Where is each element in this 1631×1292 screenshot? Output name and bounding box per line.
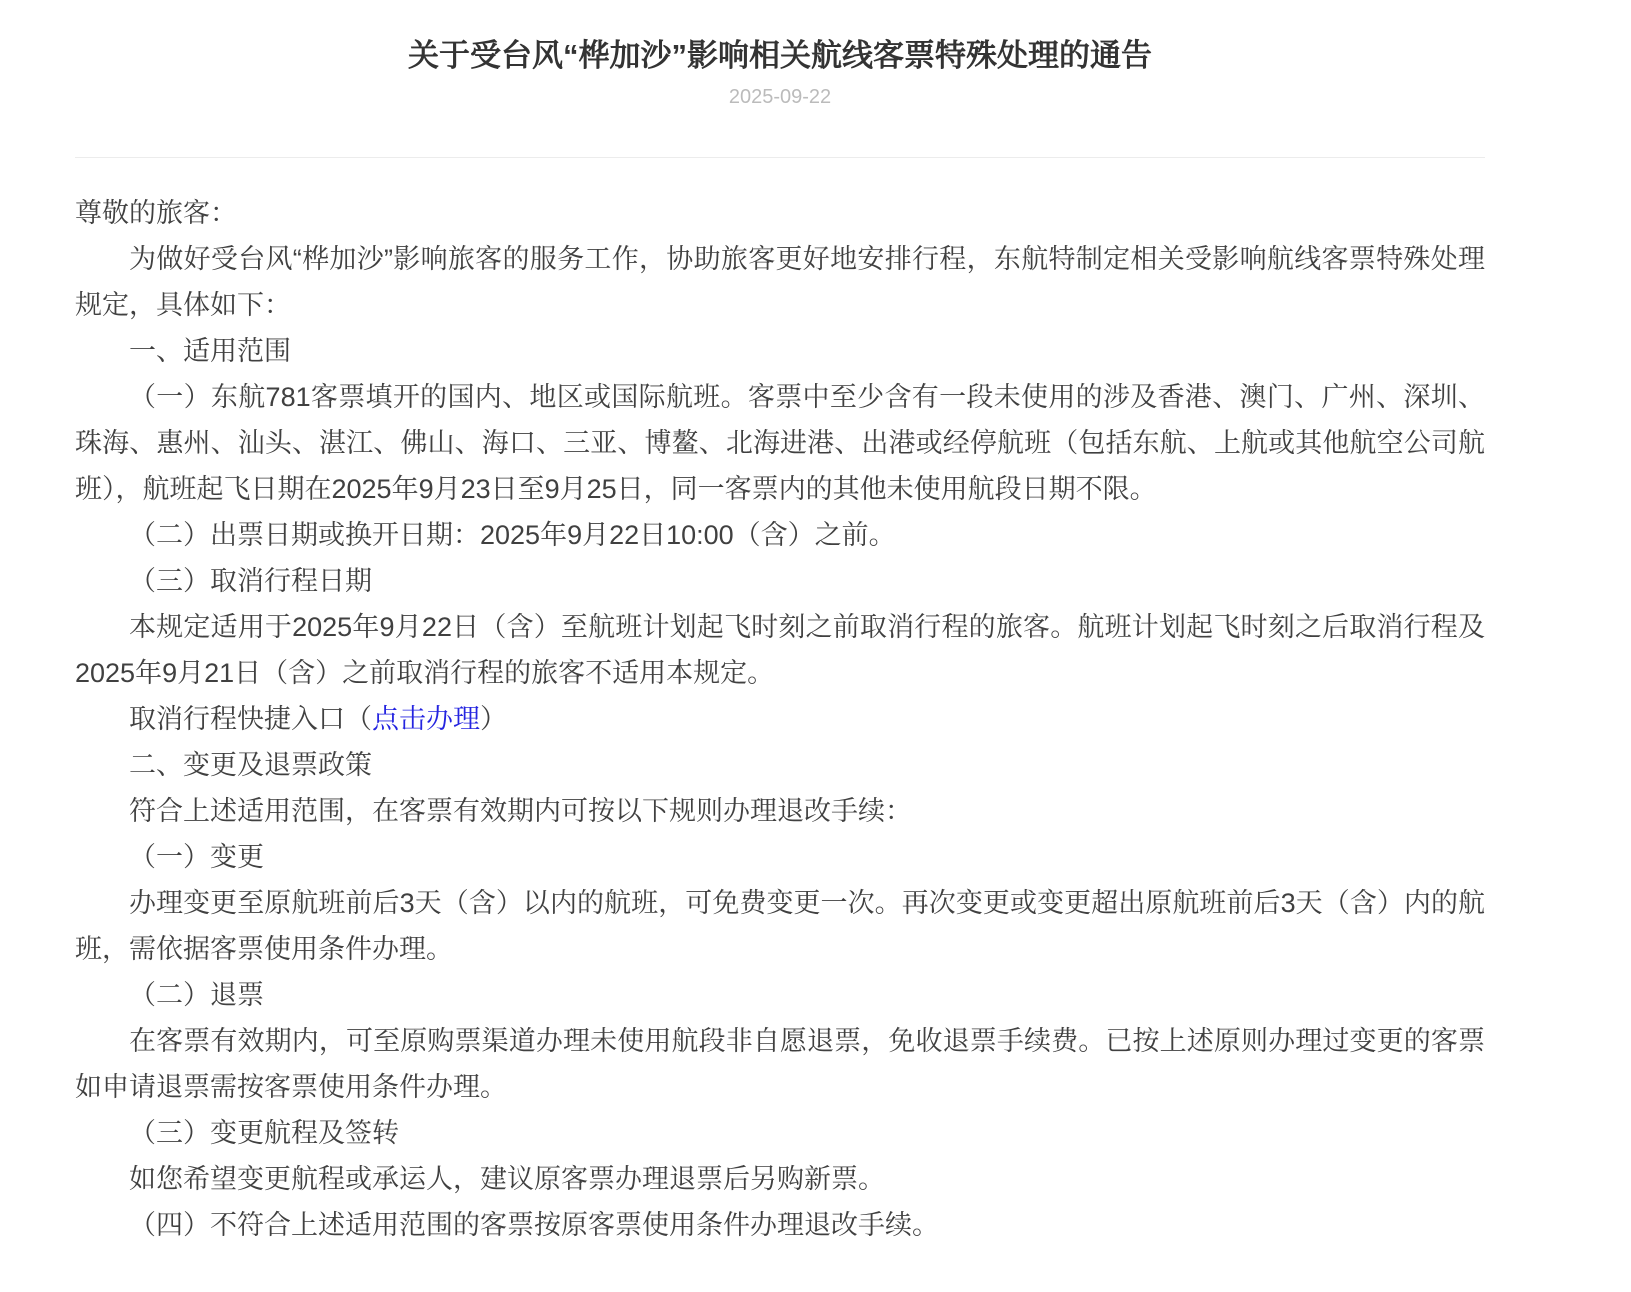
notice-container (75, 36, 1485, 1248)
article-body (75, 190, 1485, 1248)
link-suffix-text: ） (480, 704, 507, 735)
link-prefix-text: 取消行程快捷入口（ (129, 704, 372, 735)
paragraph: （三）变更航程及签转 (129, 1118, 399, 1149)
paragraph: 在客票有效期内，可至原购票渠道办理未使用航段非自愿退票，免收退票手续费。已按上述原则办理过变更的客票如申请退票需按客票使用条件办理。 (75, 1026, 1485, 1103)
paragraph: 本规定适用于2025年9月22日（含）至航班计划起飞时刻之前取消行程的旅客。航班计划起飞时刻之后取消行程及2025年9月21日（含）之前取消行程的旅客不适用本规定。 (75, 612, 1485, 689)
paragraph: 办理变更至原航班前后3天（含）以内的航班，可免费变更一次。再次变更或变更超出原航班前后3天（含）内的航班，需依据客票使用条件办理。 (75, 888, 1485, 965)
paragraph: （二）退票 (129, 980, 264, 1011)
paragraph: （四）不符合上述适用范围的客票按原客票使用条件办理退改手续。 (129, 1210, 939, 1241)
paragraph: 尊敬的旅客： (75, 198, 237, 229)
paragraph (75, 696, 1485, 742)
paragraph: （三）取消行程日期 (129, 566, 372, 597)
paragraph: 一、适用范围 (129, 336, 291, 367)
publish-date: 2025-09-22 (728, 86, 832, 109)
paragraph: 符合上述适用范围，在客票有效期内可按以下规则办理退改手续： (129, 796, 912, 827)
paragraph: 为做好受台风“桦加沙”影响旅客的服务工作，协助旅客更好地安排行程，东航特制定相关受影响航线客票特殊处理规定，具体如下： (75, 244, 1485, 321)
paragraph: （二）出票日期或换开日期：2025年9月22日10:00（含）之前。 (129, 520, 896, 551)
divider (75, 157, 1485, 158)
paragraph: （一）变更 (129, 842, 264, 873)
cancel-itinerary-link[interactable]: 点击办理 (372, 704, 480, 735)
paragraph: 如您希望变更航程或承运人，建议原客票办理退票后另购新票。 (129, 1164, 885, 1195)
page-title: 关于受台风“桦加沙”影响相关航线客票特殊处理的通告 (408, 38, 1152, 73)
paragraph: 二、变更及退票政策 (129, 750, 372, 781)
paragraph: （一）东航781客票填开的国内、地区或国际航班。客票中至少含有一段未使用的涉及香港、澳门、广州、深圳、珠海、惠州、汕头、湛江、佛山、海口、三亚、博鳌、北海进港、出港或经停航班（包括东航、上航或其他航空公司航班），航班起飞日期在2025年9月23日至9月25日，同一客票内的其他未使用航段日期不限。 (75, 382, 1485, 505)
